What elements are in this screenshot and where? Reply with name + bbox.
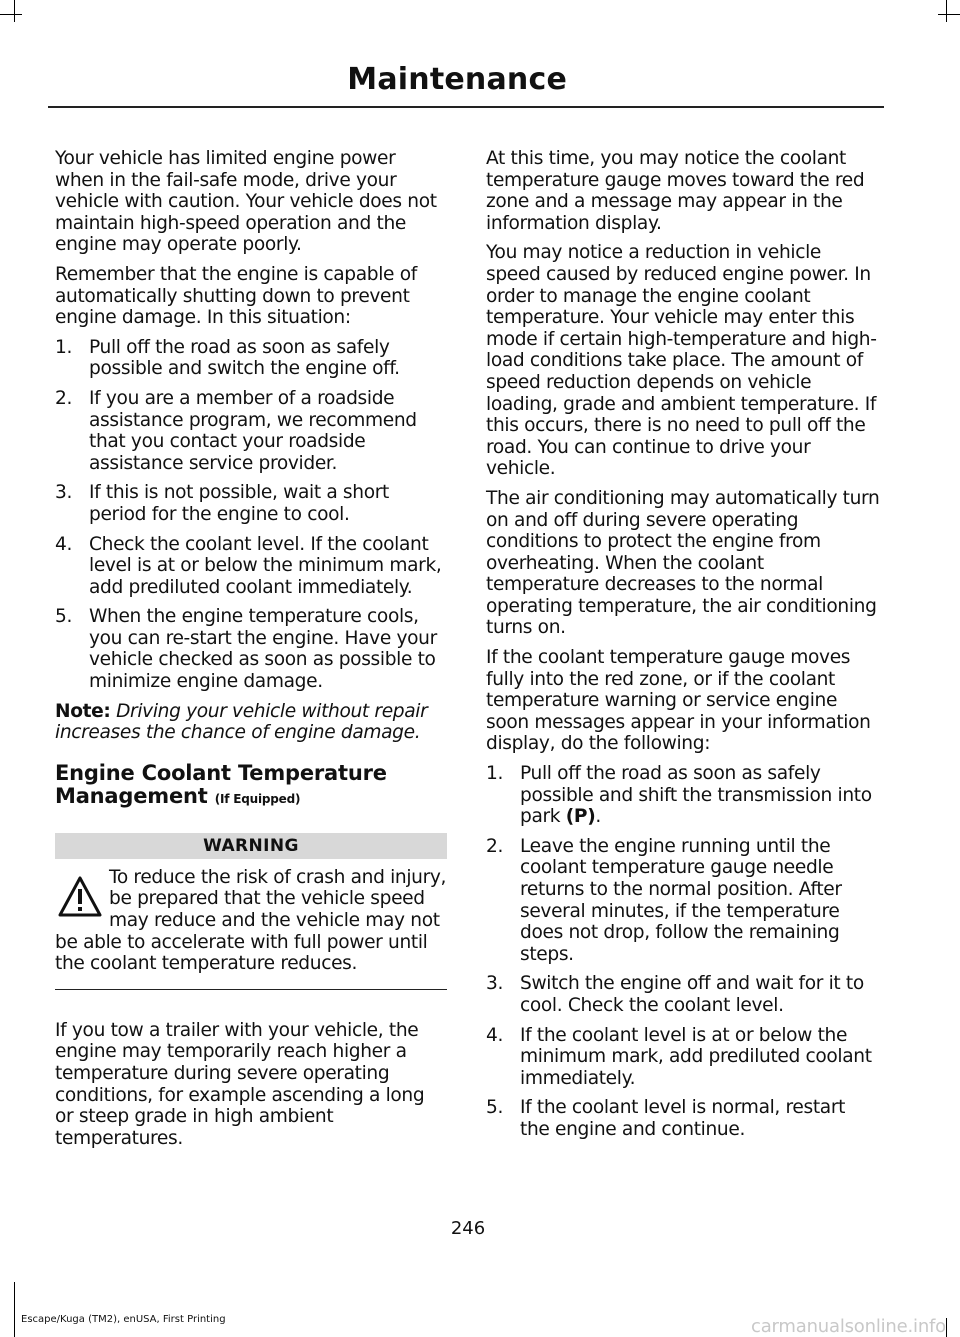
list-item: 5. When the engine temperature cools, you can re-start the engine. Have your vehicle checked as soon as possible to minimize engine damage.: [55, 606, 437, 693]
crop-mark-top-left: [0, 14, 22, 15]
list-item: 5. If the coolant level is normal, restart the engine and continue.: [486, 1097, 846, 1140]
crop-mark-bottom-left: [14, 1282, 15, 1337]
steps-list: [55, 337, 447, 693]
note-text: Driving your vehicle without repair increases the chance of engine damage.: [55, 700, 428, 744]
list-item: 2. If you are a member of a roadside assistance program, we recommend that you contact your roadside assistance service provider.: [55, 387, 417, 474]
header-divider: [48, 106, 884, 108]
crop-mark-top-left: [14, 0, 15, 22]
paragraph: If you tow a trailer with your vehicle, the engine may temporarily reach higher a temperature during severe operating conditions, for example ascending a long or steep grade in high ambient temperatures.: [55, 1019, 425, 1149]
left-column: [55, 148, 447, 1157]
park-gear-label: (P): [565, 806, 596, 828]
section-heading: Engine Coolant Temperature Management (If Equipped): [55, 760, 387, 808]
note-label: Note:: [55, 700, 111, 722]
warning-box: [55, 867, 447, 975]
page-number: 246: [450, 1218, 486, 1239]
warning-text: To reduce the risk of crash and injury, be prepared that the vehicle speed may reduce and the vehicle may not be able to accelerate with full power until the coolant temperature reduces.: [55, 866, 447, 975]
paragraph: The air conditioning may automatically turn on and off during severe operating conditions to protect the engine from overheating. When the coolant temperature decreases to the normal operating temperature, the air conditioning turns on.: [486, 487, 880, 639]
paragraph: You may notice a reduction in vehicle speed caused by reduced engine power. In order to manage the engine coolant temperature. Your vehicle may enter this mode if certain high-temperature and high-load conditions take place. The amount of speed reduction depends on vehicle loading, grade and ambient temperature. If this occurs, there is no need to pull off the road. You can continue to drive your vehicle.: [486, 242, 877, 480]
crop-mark-top-right: [946, 0, 947, 22]
paragraph: Your vehicle has limited engine power when in the fail-safe mode, drive your vehicle with caution. Your vehicle does not maintain high-speed operation and the engine may operate poorly.: [55, 148, 437, 256]
watermark: carmanualsonline.info: [751, 1316, 946, 1337]
heading-qualifier: (If Equipped): [214, 791, 301, 806]
paragraph: Remember that the engine is capable of automatically shutting down to prevent engine damage. In this situation:: [55, 263, 417, 329]
list-item: 3. Switch the engine off and wait for it to cool. Check the coolant level.: [486, 973, 864, 1016]
list-item: 3. If this is not possible, wait a short period for the engine to cool.: [55, 482, 389, 525]
edition-footer: Escape/Kuga (TM2), enUSA, First Printing: [21, 1314, 226, 1325]
paragraph: At this time, you may notice the coolant temperature gauge moves toward the red zone and a message may appear in the information display.: [486, 148, 865, 234]
list-item: 1. Pull off the road as soon as safely possible and switch the engine off.: [55, 336, 400, 380]
warning-label: WARNING: [55, 833, 447, 859]
page-title: Maintenance: [347, 62, 567, 97]
warning-divider: [55, 989, 447, 990]
list-item: 4. If the coolant level is at or below the minimum mark, add prediluted coolant immediately.: [486, 1024, 872, 1089]
crop-mark-bottom-right: [946, 1318, 947, 1337]
warning-triangle-icon: [57, 875, 103, 919]
steps-list: [486, 763, 880, 1141]
list-item: 1. Pull off the road as soon as safely possible and shift the transmission into park (P).: [486, 763, 872, 828]
list-item: 4. Check the coolant level. If the coolant level is at or below the minimum mark, add prediluted coolant immediately.: [55, 533, 442, 598]
paragraph: If the coolant temperature gauge moves fully into the red zone, or if the coolant temperature warning or service engine soon messages appear in your information display, do the following:: [486, 647, 871, 755]
list-item: 2. Leave the engine running until the coolant temperature gauge needle returns to the normal position. After several minutes, if the temperature does not drop, follow the remaining steps.: [486, 835, 842, 965]
right-column: [486, 148, 880, 1149]
crop-mark-top-right: [938, 14, 960, 15]
note: [55, 701, 447, 744]
